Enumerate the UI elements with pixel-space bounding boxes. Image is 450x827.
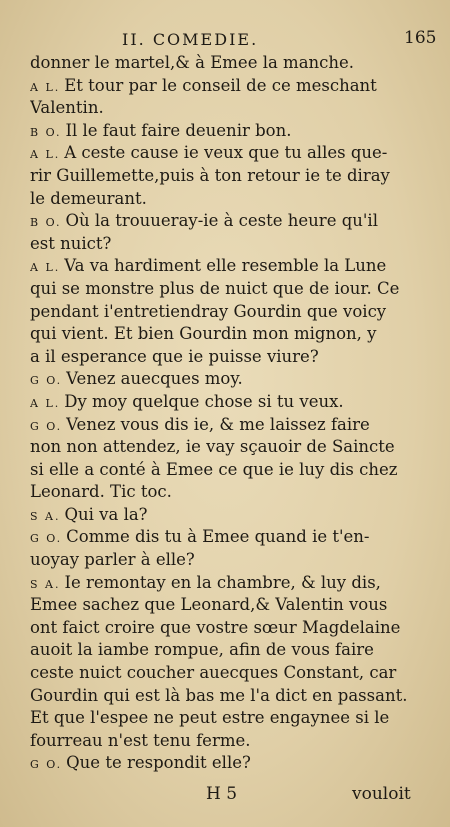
speaker-label: B O. (30, 125, 62, 139)
page-body (30, 52, 425, 775)
signature-mark: H 5 (206, 784, 238, 804)
speaker-label: G O. (30, 758, 63, 772)
text-line (30, 752, 425, 775)
text-line (30, 436, 425, 459)
line-text: Venez auecques moy. (66, 369, 243, 389)
text-line (30, 617, 425, 640)
speaker-label: B O. (30, 216, 62, 230)
text-line (30, 504, 425, 527)
line-text: si elle a conté à Emee ce que ie luy dis chez (30, 459, 398, 479)
line-text: a il esperance que ie puisse viure? (30, 346, 319, 366)
text-line (30, 594, 425, 617)
text-line (30, 75, 425, 98)
line-text: non non attendez, ie vay sçauoir de Saincte (30, 437, 395, 457)
text-line (30, 210, 425, 233)
speaker-label: A L. (30, 80, 61, 94)
text-line (30, 481, 425, 504)
line-text: pendant i'entretiendray Gourdin que voicy (30, 301, 387, 321)
line-text: rir Guillemette,puis à ton retour ie te diray (30, 165, 390, 185)
text-line (30, 165, 425, 188)
line-text: Emee sachez que Leonard,& Valentin vous (30, 595, 388, 615)
speaker-label: A L. (30, 148, 61, 162)
text-line (30, 278, 425, 301)
text-line (30, 459, 425, 482)
line-text: fourreau n'est tenu ferme. (30, 730, 251, 750)
line-text: donner le martel,& à Emee la manche. (30, 53, 355, 72)
text-line (30, 414, 425, 437)
text-line (30, 368, 425, 391)
line-text: Leonard. Tic toc. (30, 482, 172, 502)
speaker-label: A L. (30, 261, 61, 275)
line-text: est nuict? (30, 233, 112, 253)
line-text: Comme dis tu à Emee quand ie t'en- (66, 527, 370, 547)
line-text: Va va hardiment elle resemble la Lune (64, 256, 387, 276)
page-footer (0, 784, 450, 810)
text-line (30, 730, 425, 753)
speaker-label: G O. (30, 374, 63, 388)
text-line (30, 301, 425, 324)
running-head: II. COMEDIE. (122, 30, 259, 49)
line-text: Et que l'espee ne peut estre engaynee si le (30, 708, 390, 728)
text-line (30, 255, 425, 278)
line-text: qui se monstre plus de nuict que de iour. Ce (30, 278, 400, 298)
line-text: auoit la iambe rompue, afin de vous faire (30, 640, 374, 660)
text-line (30, 526, 425, 549)
page-number: 165 (404, 28, 437, 48)
text-line (30, 323, 425, 346)
text-line (30, 549, 425, 572)
text-line (30, 662, 425, 685)
text-line (30, 346, 425, 369)
text-line (30, 188, 425, 211)
line-text: Que te respondit elle? (66, 753, 251, 773)
speaker-label: A L. (30, 396, 61, 410)
line-text: Valentin. (30, 98, 104, 118)
line-text: Gourdin qui est là bas me l'a dict en passant. (30, 685, 408, 705)
line-text: ont faict croire que vostre sœur Magdelaine (30, 617, 401, 637)
speaker-label: G O. (30, 419, 63, 433)
line-text: Et tour par le conseil de ce meschant (64, 75, 377, 95)
text-line (30, 52, 425, 75)
line-text: Ie remontay en la chambre, & luy dis, (64, 572, 381, 592)
line-text: uoyay parler à elle? (30, 550, 195, 570)
speaker-label: S A. (30, 509, 61, 523)
text-line (30, 707, 425, 730)
text-line (30, 233, 425, 256)
text-line (30, 572, 425, 595)
text-line (30, 120, 425, 143)
line-text: A ceste cause ie veux que tu alles que- (64, 143, 388, 163)
line-text: ceste nuict coucher auecques Constant, car (30, 663, 397, 683)
line-text: Venez vous dis ie, & me laissez faire (66, 414, 370, 434)
line-text: Il le faut faire deuenir bon. (65, 120, 292, 140)
line-text: Dy moy quelque chose si tu veux. (64, 391, 344, 411)
line-text: qui vient. Et bien Gourdin mon mignon, y (30, 324, 377, 344)
text-line (30, 391, 425, 414)
line-text: Qui va la? (64, 504, 148, 524)
speaker-label: G O. (30, 532, 63, 546)
speaker-label: S A. (30, 577, 61, 591)
text-line (30, 639, 425, 662)
line-text: Où la trouueray-ie à ceste heure qu'il (65, 211, 378, 231)
text-line (30, 97, 425, 120)
text-line (30, 685, 425, 708)
text-line (30, 142, 425, 165)
catchword: vouloit (352, 784, 411, 804)
line-text: le demeurant. (30, 188, 147, 208)
